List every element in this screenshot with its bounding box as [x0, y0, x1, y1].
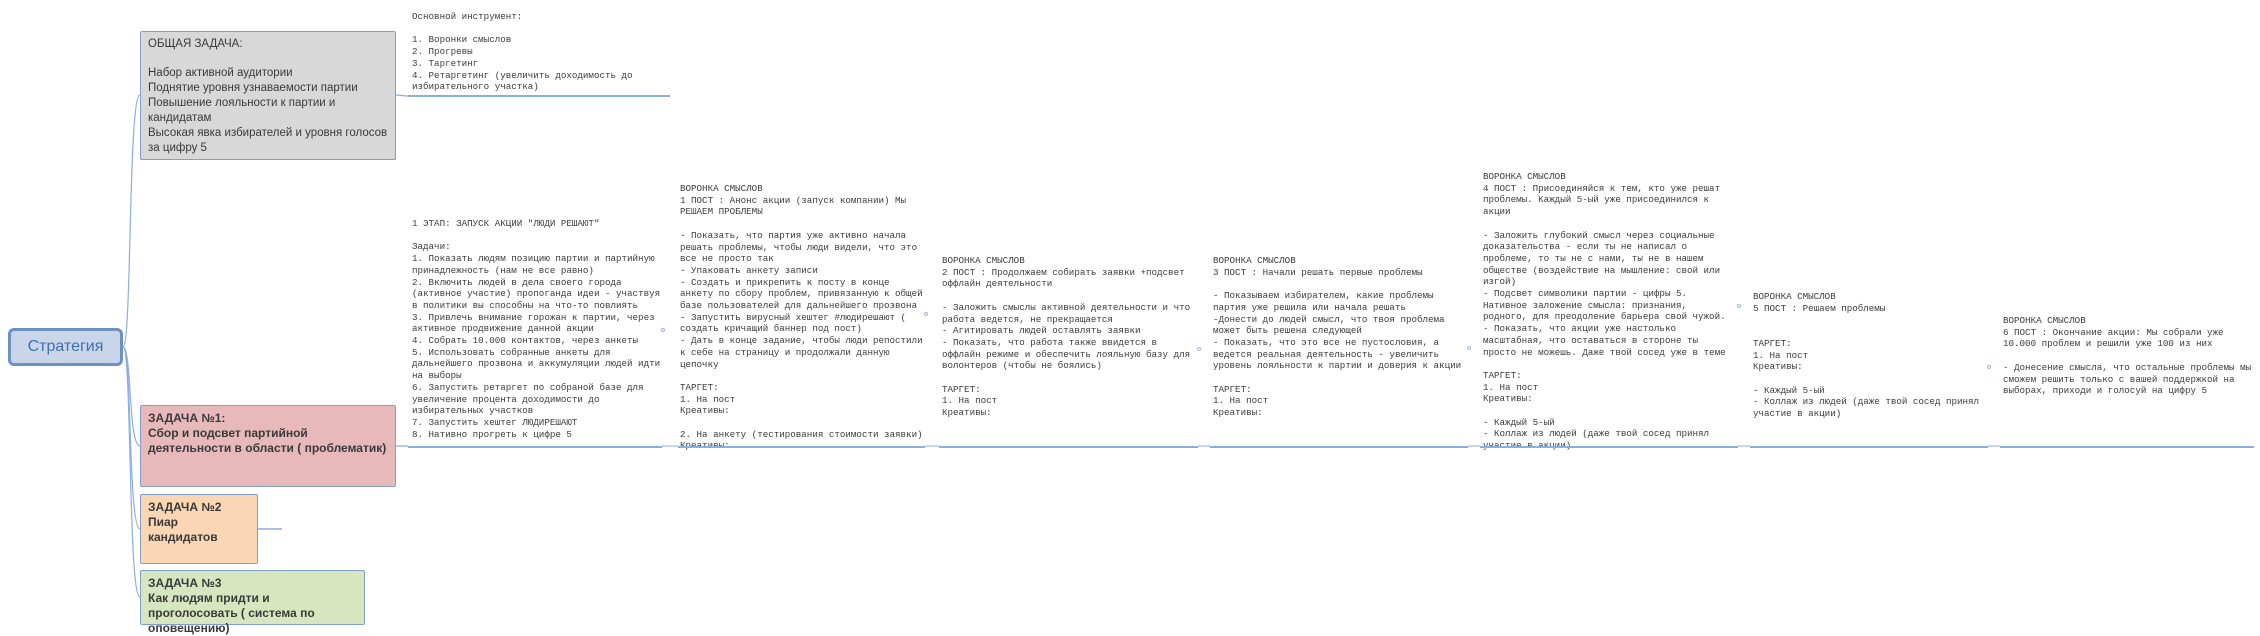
- stage-underline-launch: [408, 446, 662, 448]
- stage-junction-6: [1987, 365, 1991, 369]
- task-3-title: ЗАДАЧА №3: [148, 576, 222, 590]
- task-2-box[interactable]: [140, 494, 258, 564]
- stage-underline-post-5: [1750, 446, 1988, 448]
- stage-underline-post-1: [678, 446, 925, 448]
- stage-underline-post-3: [1210, 446, 1468, 448]
- stage-note-launch[interactable]: 1 ЭТАП: ЗАПУСК АКЦИИ "ЛЮДИ РЕШАЮТ" Задачи: 1. Показать людям позицию партии и партийную принадлежность (нам не все равно) 2. Включить людей в дела своего города (активное участие) пропоганда идеи - участвуя в политики вы способны на что-то повлиять 3. Привлечь внимание горожан к партии, через активное продвижение данной акции 4. Собрать 10.000 контактов, через анкеты 5. Использовать собранные анкеты для дальнейшего прозвона и аккумуляции людей идти на выборы 6. Запустить ретаргет по собраной базе для увеличение процента доходимости до избирательных участков 7. Запустить хештег ЛЮДИРЕШАЮТ 8. Нативно прогреть к цифре 5: [412, 218, 661, 440]
- task-2-title: ЗАДАЧА №2: [148, 500, 222, 514]
- stage-junction-3: [1197, 347, 1201, 351]
- connector-root-common: [123, 95, 140, 347]
- stage-junction-1: [661, 328, 665, 332]
- stage-underline-post-2: [939, 446, 1198, 448]
- stage-note-post-6[interactable]: ВОРОНКА СМЫСЛОВ 6 ПОСТ : Окончание акции: Мы собрали уже 10.000 проблем и решили уже 100 из них - Донесение смысла, что остальные проблемы мы сможем решить только с вашей поддержкой на выборах, приходи и голосуй на цифру 5: [2003, 315, 2252, 397]
- task-common-line: Поднятие уровня узнаваемости партии: [148, 82, 358, 94]
- root-label: Стратегия: [27, 338, 104, 355]
- stage-note-post-5[interactable]: ВОРОНКА СМЫСЛОВ 5 ПОСТ : Решаем проблемы ТАРГЕТ: 1. На пост Креативы: - Каждый 5-ый - Коллаж из людей (даже твой сосед принял участие в акции): [1753, 291, 1980, 420]
- stage-note-post-3[interactable]: ВОРОНКА СМЫСЛОВ 3 ПОСТ : Начали решать первые проблемы - Показываем избирателем, какие проблемы партия уже решила или начала решать -Донести до людей смысл, что твоя проблема может быть решена следующей - Показать, что это все не пустословия, а ведется реальная деятельность - увеличить уровень лояльности к партии и доверия к акции ТАРГЕТ: 1. На пост Креативы:: [1213, 255, 1462, 419]
- task-3-box[interactable]: [140, 570, 365, 635]
- task-1-title: ЗАДАЧА №1:: [148, 411, 226, 425]
- task-common-line: Набор активной аудитории: [148, 67, 293, 79]
- tools-note-underline: [408, 95, 670, 97]
- stage-junction-5: [1737, 304, 1741, 308]
- stage-note-post-2[interactable]: ВОРОНКА СМЫСЛОВ 2 ПОСТ : Продолжаем собирать заявки +подсвет оффлайн деятельности - Заложить смыслы активной деятельности и что работа ведется, не прекращается - Агитировать людей оставлять заявки - Показать, что работа также ввидется в оффлайн режиме и обеспечить лояльную базу для волонтеров (чтобы не боялись) ТАРГЕТ: 1. На пост Креативы:: [942, 255, 1191, 419]
- task-1-box[interactable]: [140, 405, 396, 487]
- task-2-text: Пиар кандидатов: [148, 515, 218, 544]
- task-common-line: Высокая явка избирателей и уровня голосов за цифру 5: [148, 127, 388, 154]
- root-node-strategy[interactable]: [8, 328, 123, 366]
- stage-underline-post-6: [2000, 446, 2254, 448]
- task-common-title: ОБЩАЯ ЗАДАЧА:: [148, 38, 243, 50]
- stage-note-post-1[interactable]: ВОРОНКА СМЫСЛОВ 1 ПОСТ : Анонс акции (запуск компании) Мы РЕШАЕМ ПРОБЛЕМЫ - Показать, что партия уже активно начала решать проблемы, чтобы люди видели, что это все не просто так - Упаковать анкету записи - Создать и прикрепить к посту в конце анкету по сбору проблем, привязанную к общей базе пользователей для дальнейшего прозвона - Запустить вирусный хештег #людирешают ( создать кричащий баннер под пост) - Дать в конце задание, чтобы люди репостили к себе на страницу и продолжали данную цепочку ТАРГЕТ: 1. На пост Креативы: 2. На анкету (тестирования стоимости заявки): [680, 183, 923, 440]
- tools-note[interactable]: Основной инструмент: 1. Воронки смыслов 2. Прогревы 3. Таргетинг 4. Ретаргетинг (увеличить доходимость до избирательного участка): [412, 11, 633, 93]
- task-3-text: Как людям придти и проголосовать ( система по оповещению): [148, 591, 315, 635]
- stage-junction-4: [1467, 346, 1471, 350]
- stage-junction-2: [924, 312, 928, 316]
- stage-note-post-4[interactable]: ВОРОНКА СМЫСЛОВ 4 ПОСТ : Присоединяйся к тем, кто уже решат проблемы. Каждый 5-ый уже присоединился к акции - Заложить глубокий смысл через социальные доказательства - если ты не написал о проблеме, то ты не с нами, ты не в нашем обществе (воздействие на мышление: свой или изгой) - Подсвет символики партии - цифры 5. Нативное заложение смысла: признания, родного, для преодоление барьера свой чужой. - Показать, что акции уже настолько масштабная, что оставаться в стороне ты просто не можешь. Даже твой сосед уже в теме ТАРГЕТ: 1. На пост Креативы: - Каждый 5-ый - Коллаж из людей (даже твой сосед принял: [1483, 171, 1726, 440]
- task-common-box[interactable]: [140, 31, 396, 160]
- stage-underline-post-4: [1480, 446, 1738, 448]
- task-1-text: Сбор и подсвет партийной деятельности в области ( проблематик): [148, 426, 387, 455]
- task-common-line: Повышение лояльности к партии и кандидатам: [148, 97, 336, 124]
- connector-common-tools: [396, 95, 408, 96]
